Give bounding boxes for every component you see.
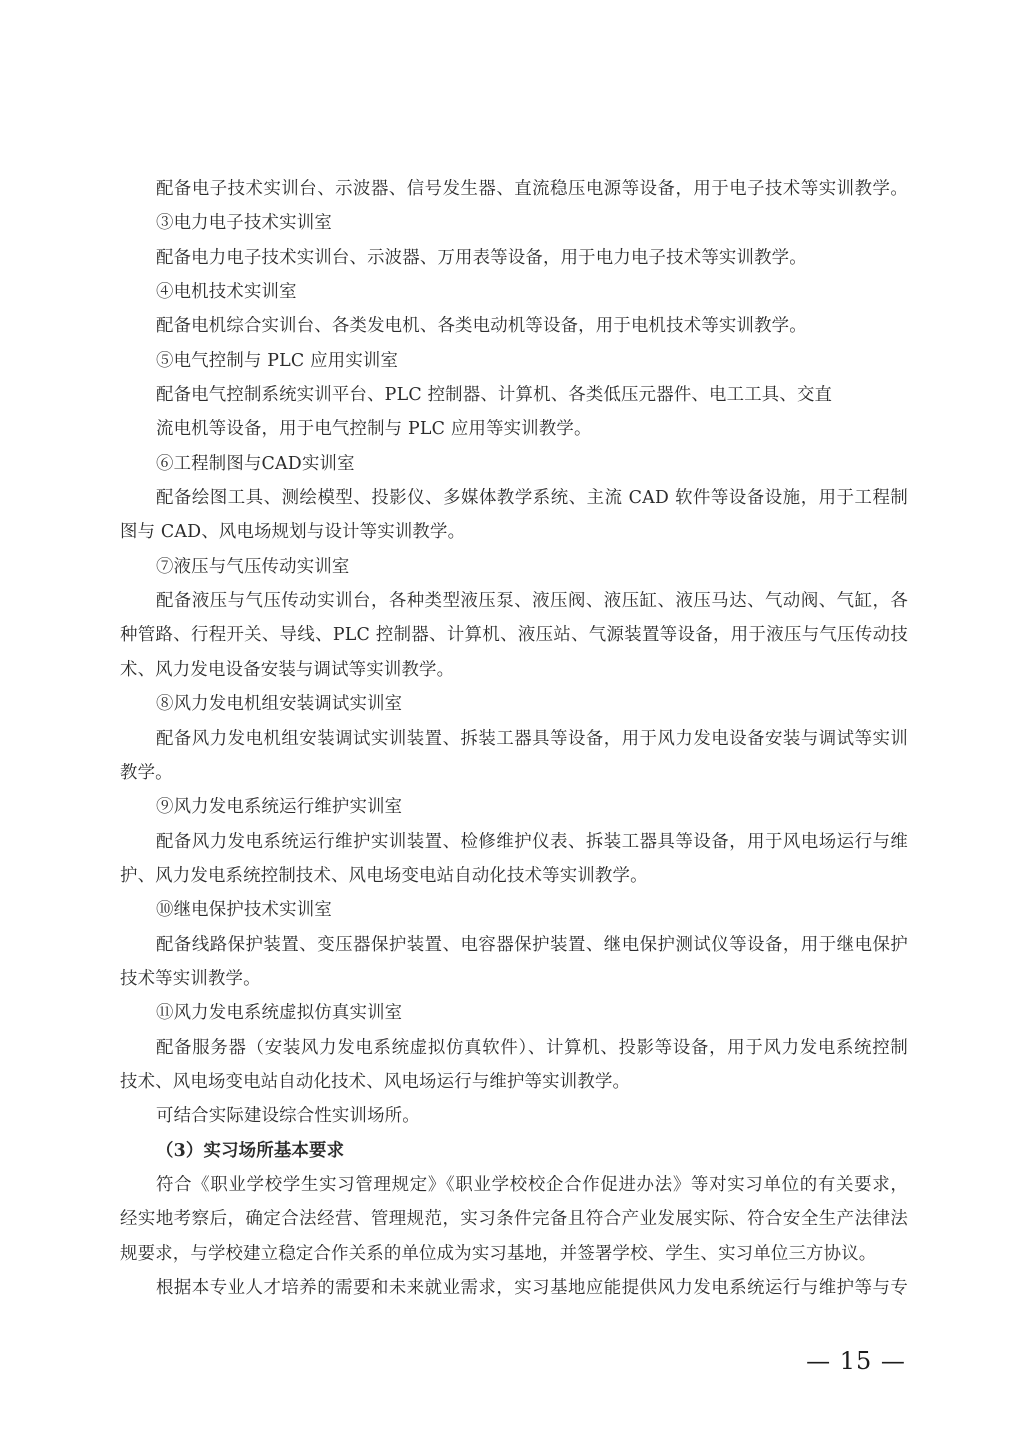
text-line: ⑩继电保护技术实训室 [156,900,332,921]
text-line: 技术、风电场变电站自动化技术、风电场运行与维护等实训教学。 [120,1071,631,1092]
text-line: ⑥工程制图与CAD实训室 [156,453,355,474]
text-line: 图与 CAD、风电场规划与设计等实训教学。 [120,522,466,543]
text-line: （3）实习场所基本要求 [156,1140,345,1161]
text-line: ⑧风力发电机组安装调试实训室 [156,694,403,715]
text-line: 配备绘图工具、测绘模型、投影仪、多媒体教学系统、主流 CAD 软件等设备设施，用于工程制 [156,488,908,509]
text-line: 配备风力发电系统运行维护实训装置、检修维护仪表、拆装工器具等设备，用于风电场运行与维 [156,831,908,852]
text-line: 种管路、行程开关、导线、PLC 控制器、计算机、液压站、气源装置等设备，用于液压与气压传动技 [120,625,908,646]
text-line: ④电机技术实训室 [156,282,297,303]
text-line: 经实地考察后，确定合法经营、管理规范，实习条件完备且符合产业发展实际、符合安全生产法律法 [120,1209,908,1230]
page-footer [796,1344,916,1378]
text-line: 配备电子技术实训台、示波器、信号发生器、直流稳压电源等设备，用于电子技术等实训教学。 [156,179,908,199]
text-line: 护、风力发电系统控制技术、风电场变电站自动化技术等实训教学。 [120,865,648,886]
text-line: 流电机等设备，用于电气控制与 PLC 应用等实训教学。 [156,419,592,440]
text-line: 术、风力发电设备安装与调试等实训教学。 [120,659,455,680]
text-line: 配备电气控制系统实训平台、PLC 控制器、计算机、各类低压元器件、电工工具、交直 [156,385,833,406]
text-line: 规要求，与学校建立稳定合作关系的单位成为实习基地，并签署学校、学生、实习单位三方协议。 [120,1243,877,1264]
text-line: 配备风力发电机组安装调试实训装置、拆装工器具等设备，用于风力发电设备安装与调试等实训 [156,728,908,749]
text-line: 可结合实际建设综合性实训场所。 [156,1106,420,1127]
text-line: 教学。 [120,762,173,783]
text-line: 配备服务器（安装风力发电系统虚拟仿真软件）、计算机、投影等设备，用于风力发电系统控制 [156,1037,908,1058]
text-line: 配备电力电子技术实训台、示波器、万用表等设备，用于电力电子技术等实训教学。 [156,247,807,268]
text-line: ⑪风力发电系统虚拟仿真实训室 [156,1003,403,1024]
text-line: 配备液压与气压传动实训台，各种类型液压泵、液压阀、液压缸、液压马达、气动阀、气缸，各 [156,591,908,612]
text-line: ⑦液压与气压传动实训室 [156,556,350,577]
text-line: ⑤电气控制与 PLC 应用实训室 [156,350,399,371]
text-line: 根据本专业人才培养的需要和未来就业需求，实习基地应能提供风力发电系统运行与维护等与专 [156,1278,908,1298]
page-number: — 15 — [806,1347,906,1375]
document-body [120,172,908,1305]
text-line: ③电力电子技术实训室 [156,213,332,234]
text-line: ⑨风力发电系统运行维护实训室 [156,797,403,818]
text-line: 配备线路保护装置、变压器保护装置、电容器保护装置、继电保护测试仪等设备，用于继电保护 [156,934,908,955]
text-line: 符合《职业学校学生实习管理规定》《职业学校校企合作促进办法》等对实习单位的有关要求， [156,1174,908,1195]
text-line: 技术等实训教学。 [120,968,261,989]
text-line: 配备电机综合实训台、各类发电机、各类电动机等设备，用于电机技术等实训教学。 [156,316,807,337]
